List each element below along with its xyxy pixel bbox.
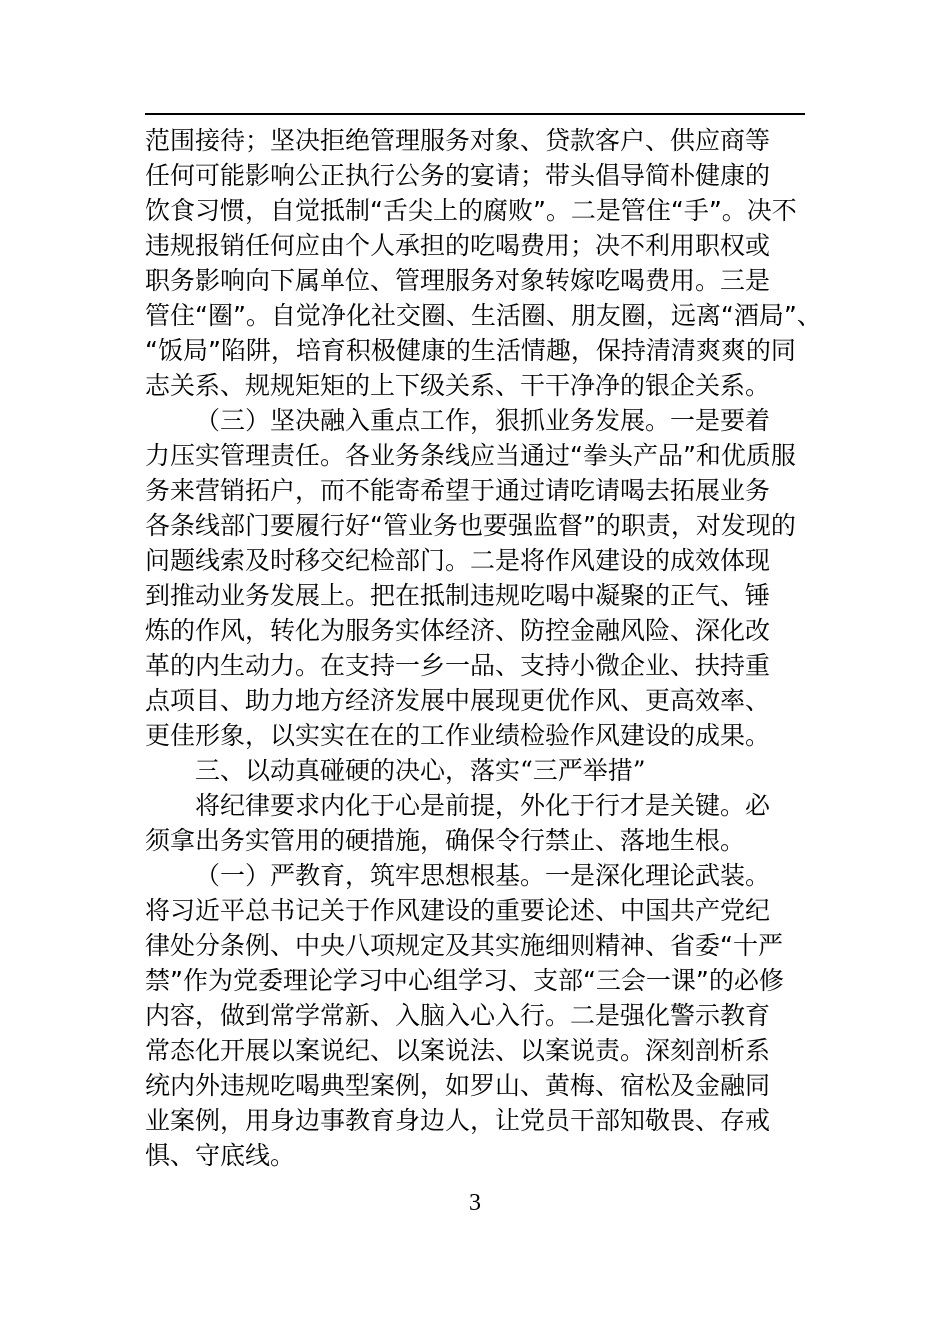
text-line: 将纪律要求内化于心是前提，外化于行才是关键。必 [195,791,771,820]
text-line: 将习近平总书记关于作风建设的重要论述、中国共产党纪 [145,896,771,925]
text-line: 常态化开展以案说纪、以案说法、以案说责。深刻剖析系 [145,1036,771,1065]
text-line: 业案例，用身边事教育身边人，让党员干部知敬畏、存戒 [145,1106,771,1135]
text-line: 禁”作为党委理论学习中心组学习、支部“三会一课”的必修 [145,966,784,995]
text-line: 志关系、规规矩矩的上下级关系、干干净净的银企关系。 [145,371,771,400]
text-line: 惧、守底线。 [145,1141,296,1170]
text-line: （一）严教育，筑牢思想根基。一是深化理论武装。 [195,861,771,890]
text-line: 范围接待；坚决拒绝管理服务对象、贷款客户、供应商等 [145,126,771,155]
text-line: 问题线索及时移交纪检部门。二是将作风建设的成效体现 [145,546,771,575]
text-line: “饭局”陷阱，培育积极健康的生活情趣，保持清清爽爽的同 [145,336,796,365]
text-line: 违规报销任何应由个人承担的吃喝费用；决不利用职权或 [145,231,771,260]
text-line: 管住“圈”。自觉净化社交圈、生活圈、朋友圈，远离“酒局”、 [145,301,822,330]
text-line: 更佳形象，以实实在在的工作业绩检验作风建设的成果。 [145,721,771,750]
text-line: 各条线部门要履行好“管业务也要强监督”的职责，对发现的 [145,511,796,540]
text-line: （三）坚决融入重点工作，狠抓业务发展。一是要着 [195,406,771,435]
text-line: 务来营销拓户，而不能寄希望于通过请吃请喝去拓展业务 [145,476,771,505]
text-line: 炼的作风，转化为服务实体经济、防控金融风险、深化改 [145,616,771,645]
text-line: 律处分条例、中央八项规定及其实施细则精神、省委“十严 [145,931,783,960]
document-body [145,123,822,1173]
page-number: 3 [469,1190,481,1216]
text-line: 革的内生动力。在支持一乡一品、支持小微企业、扶持重 [145,651,771,680]
text-line: 任何可能影响公正执行公务的宴请；带头倡导简朴健康的 [145,161,771,190]
text-line: 力压实管理责任。各业务条线应当通过“拳头产品”和优质服 [145,441,796,470]
text-line: 内容，做到常学常新、入脑入心入行。二是强化警示教育 [145,1001,771,1030]
text-line: 饮食习惯，自觉抵制“舌尖上的腐败”。二是管住“手”。决不 [145,196,797,225]
text-line: 到推动业务发展上。把在抵制违规吃喝中凝聚的正气、锤 [145,581,771,610]
header-rule [145,113,805,115]
text-line: 统内外违规吃喝典型案例，如罗山、黄梅、宿松及金融同 [145,1071,771,1100]
text-line: 点项目、助力地方经济发展中展现更优作风、更高效率、 [145,686,771,715]
section-heading: 三、以动真碰硬的决心，落实“三严举措” [195,756,646,785]
text-line: 须拿出务实管用的硬措施，确保令行禁止、落地生根。 [145,826,746,855]
text-line: 职务影响向下属单位、管理服务对象转嫁吃喝费用。三是 [145,266,771,295]
